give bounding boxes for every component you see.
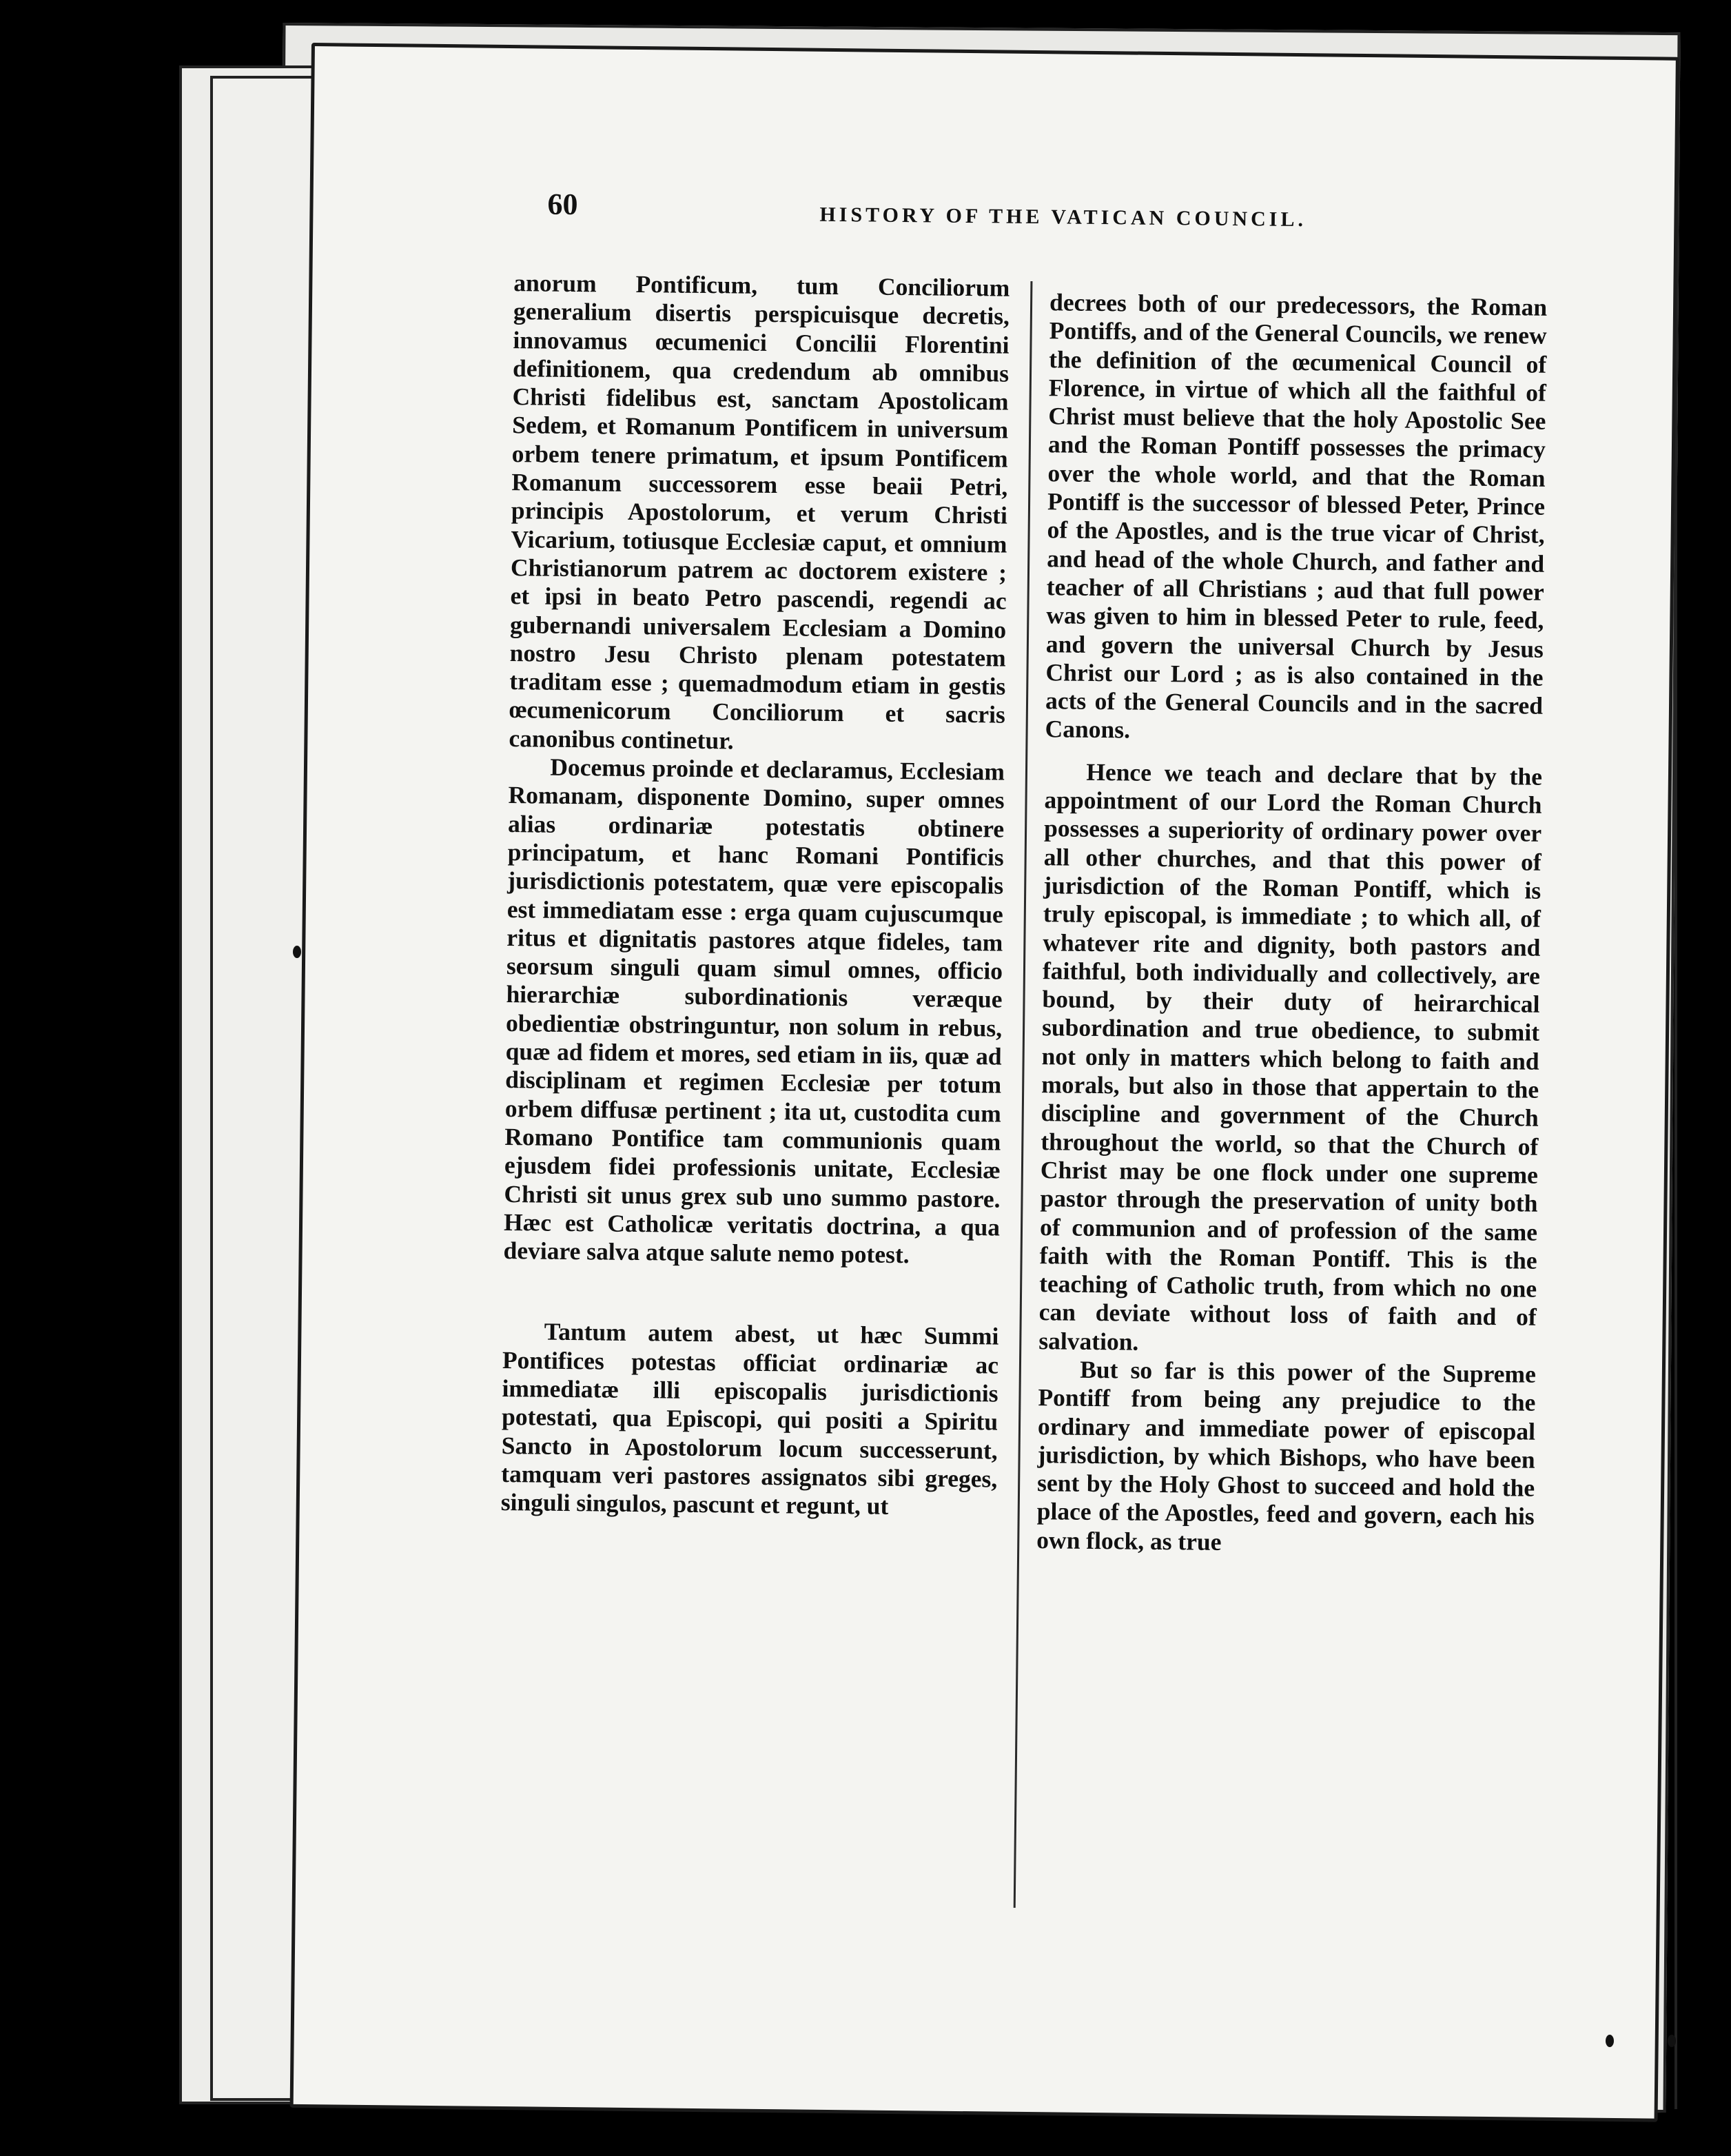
english-column [1036,288,1547,1560]
latin-column [501,269,1010,1522]
english-paragraph: decrees both of our predecessors, the Roman Pontiffs, and of the General Councils, we renew the definition of the œcumenical Council of Florence, in virtue of which all the faithful of Christ must believe that the holy Apostolic See and the Roman Pontiff possesses the primacy over the whole world, and that the Roman Pontiff is the successor of blessed Peter, Prince of the Apostles, and is the true vicar of Christ, and head of the whole Church, and father and teacher of all Christians ; aud that full power was given to him in blessed Peter to rule, feed, and govern the universal Church by Jesus Christ our Lord ; as is also contained in the acts of the General Councils and in the sacred Canons. [1045,288,1548,744]
english-paragraph: Hence we teach and declare that by the appointment of our Lord the Roman Church possesses a superiority of ordinary power over all other churches, and that this power of jurisdiction of the Roman Pontiff, which is truly episcopal, is immediate ; to which all, of whatever rite and dignity, both pastors and faithful, both individually and collectively, are bound, by their duty of heirarchical subordination and true obedience, to submit not only in matters which belong to faith and morals, but also in those that appertain to the discipline and government of the Church throughout the world, so that the Church of Christ may be one flock under one supreme pastor through the preservation of unity both of communion and of profession of the same faith with the Roman Pontiff. This is the teaching of Catholic truth, from which no one can deviate without loss of faith and of salvation. [1038,757,1543,1356]
latin-paragraph: Tantum autem abest, ut hæc Summi Pontifices potestas officiat ordinariæ ac immediatæ illi episcopalis jurisdictionis potestati, qua Episcopi, qui positi a Spiritu Sancto in Apostolorum locum successerunt, tamquam veri pastores assignatos sibi greges, singuli singulos, pascunt et regunt, ut [500,1318,999,1521]
english-paragraph: But so far is this power of the Supreme Pontiff from being any prejudice to the ordinary and immediate power of episcopal jurisdiction, by which Bishops, who have been sent by the Holy Ghost to succeed and hold the place of the Apostles, feed and govern, each his own flock, as true [1036,1355,1537,1556]
page-number: 60 [547,187,578,222]
latin-paragraph: Docemus proinde et declaramus, Ecclesiam Romanam, disponente Domino, super omnes alias ordinariæ potestatis obtinere principatum, et hanc Romani Pontificis jurisdictionis potestatem, quæ vere episcopalis est immediatam esse : erga quam cujuscumque ritus et dignitatis pastores atque fideles, tam seorsum singuli quam simul omnes, officio hierarchiæ subordinationis veræque obedientiæ obstringuntur, non solum in rebus, quæ ad fidem et mores, sed etiam in iis, quæ ad disciplinam et regimen Ecclesiæ per totum orbem diffusæ pertinent ; ita ut, custodita cum Romano Pontifice tam communionis quam ejusdem fidei professionis unitate, Ecclesiæ Christi sit unus grex sub uno summo pastore. Hæc est Catholicæ veritatis doctrina, a qua deviare salva atque salute nemo potest. [503,753,1005,1269]
paragraph-gap [503,1265,1000,1323]
book-page [290,43,1679,2122]
ink-speck [1668,2035,1676,2047]
column-divider [1014,281,1033,1908]
running-head: HISTORY OF THE VATICAN COUNCIL. [819,203,1307,232]
ink-speck [293,946,301,958]
ink-speck [1606,2035,1614,2047]
latin-paragraph: anorum Pontificum, tum Conciliorum generalium disertis perspicuisque decretis, innovamus œcumenici Concilii Florentini definitionem, qua credendum ab omnibus Christi fidelibus est, sanctam Apostolicam Sedem, et Romanum Pontificem in universum orbem tenere primatum, et ipsum Pontificem Romanum successorem esse beaii Petri, principis Apostolorum, et verum Christi Vicarium, totiusque Ecclesiæ caput, et omnium Christianorum patrem ac doctorem existere ; et ipsi in beato Petro pascendi, regendi ac gubernandi universalem Ecclesiam a Domino nostro Jesu Christo plenam potestatem traditam esse ; quemadmodum etiam in gestis œcumenicorum Conciliorum et sacris canonibus continetur. [509,269,1010,755]
